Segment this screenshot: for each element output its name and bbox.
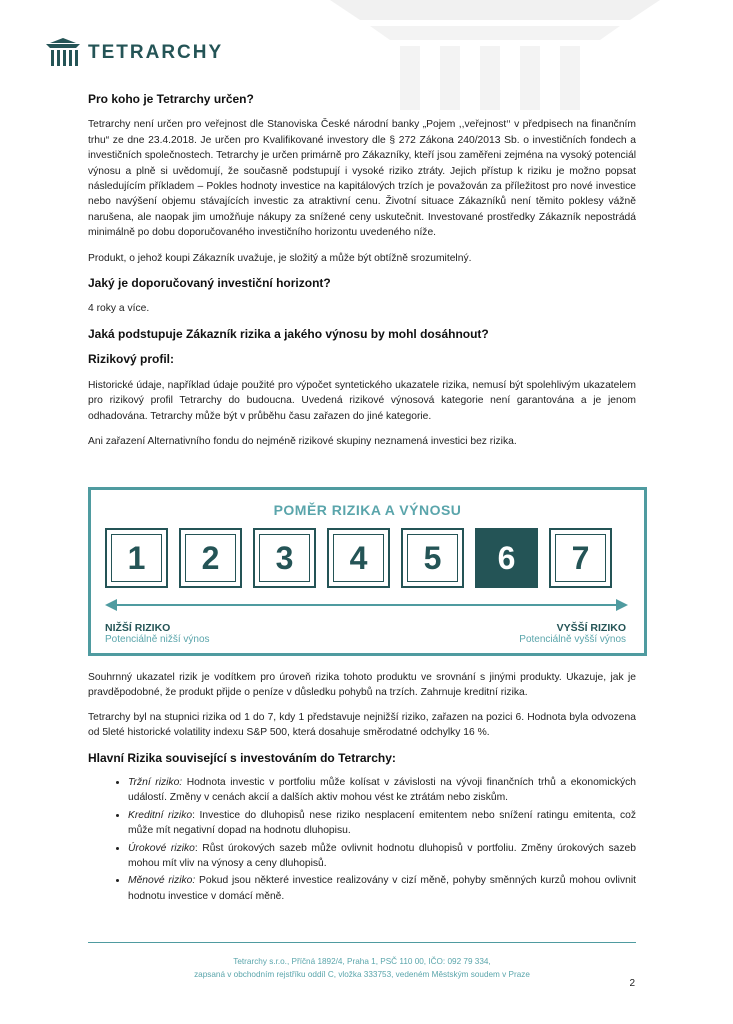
list-item: • Úrokové riziko: Růst úrokových sazeb může ovlivnit hodnotu dluhopisů v portfoliu. Změny úrokových sazeb mohou mít vliv na výnosy a ceny dluhopisů. — [128, 841, 636, 872]
list-item: • Kreditní riziko: Investice do dluhopisů nese riziko nesplacení emitentem nebo snížení ratingu emitenta, což může mít negativní dopad na hodnotu dluhopisu. — [128, 808, 636, 839]
risk-level-2: 2 — [179, 528, 242, 588]
risk-level-4: 4 — [327, 528, 390, 588]
risk-level-3: 3 — [253, 528, 316, 588]
risk-level-7: 7 — [549, 528, 612, 588]
logo — [46, 38, 223, 68]
risk-reward-scale — [88, 487, 647, 656]
risk-level-cells — [105, 528, 612, 588]
paragraph: Historické údaje, například údaje použité pro výpočet syntetického ukazatele rizika, nemusí být spolehlivým ukazatelem pro rizikový profil Tetrarchy do budoucna. Uvedená rizikové výnosová kategorie není garantována a je jenom odhadována. Tetrarchy může být v průběhu času zařazen do jiné kategorie. — [88, 379, 636, 422]
list-item: • Měnové riziko: Pokud jsou některé investice realizovány v cizí měně, pohyby směnných kurzů mohou ovlivnit hodnotu investice v domácí měně. — [128, 873, 636, 904]
paragraph: Ani zařazení Alternativního fondu do nejméně rizikové skupiny neznamená investici bez rizika. — [88, 435, 517, 447]
temple-icon — [46, 38, 80, 68]
risk-level-6: 6 — [475, 528, 538, 588]
high-risk-label: VYŠŠÍ RIZIKO Potenciálně vyšší výnos — [519, 622, 626, 645]
paragraph: 4 roky a více. — [88, 303, 150, 315]
section-heading: Jaká podstupuje Zákazník rizika a jakého výnosu by mohl dosáhnout? — [88, 326, 489, 341]
list-item: • Tržní riziko: Hodnota investic v portfoliu může kolísat v závislosti na vývoji finančních trhů a ekonomických událostí. Změny v cenách akcií a dalších aktiv mohou vést ke ztrátám nebo ziskům. — [128, 775, 636, 806]
risk-level-5: 5 — [401, 528, 464, 588]
section-heading: Hlavní Rizika související s investováním do Tetrarchy: — [88, 750, 396, 765]
paragraph: Tetrarchy není určen pro veřejnost dle Stanoviska České národní banky „Pojem ,,veřejnost‘‘ v předpisech na finančním trhu“ ze dne 23.4.2018. Je určen pro Kvalifikované investory dle § 272 Zákona 240/2013 Sb. o investičních fondech a investičních společnostech. Tetrarchy je určen primárně pro Zákazníky, kteří jsou zaměřeni zejména na vysoký potenciál výnosu a plně si uvědomují, že současně podstupují i vysoké riziko ztráty. Jejich přístup k riziku je možno popsat následujícím příkladem – Pokles hodnoty investice na kapitálových trzích je považován za příležitost pro nové investice nebo navýšení objemu stávajících investic za atraktivní cenu. Životní situace Zákazníků není těmito poklesy vážně narušena, ale naopak jim umožňuje nákupy za snížené ceny uskutečnit. Investované prostředky Zákazník nepostrádá minimálně po dobu doporučovaného investičního horizontu uvedeného níže. — [88, 119, 636, 239]
section-heading: Rizikový profil: — [88, 352, 175, 367]
double-arrow-icon — [105, 598, 628, 612]
risk-scale-title: POMĚR RIZIKA A VÝNOSU — [273, 502, 462, 518]
section-heading: Jaký je doporučovaný investiční horizont? — [88, 276, 331, 291]
risk-list — [88, 775, 636, 904]
paragraph: Tetrarchy byl na stupnici rizika od 1 do 7, kdy 1 představuje nejnižší riziko, zařazen na pozici 6. Hodnota byla odvozena od 5leté historické volatility indexu S&P 500, která dosahuje směrodatné odchylky 16 %. — [88, 711, 636, 739]
footer-divider — [88, 942, 636, 943]
paragraph: Souhrnný ukazatel rizik je vodítkem pro úroveň rizika tohoto produktu ve srovnání s jinými produkty. Ukazuje, jak je pravděpodobné, že produkt přijde o peníze v důsledku pohybů na trzích. Zahrnuje kreditní rizika. — [88, 672, 636, 699]
low-risk-label: NIŽŠÍ RIZIKO Potenciálně nižší výnos — [105, 622, 210, 645]
paragraph: Produkt, o jehož koupi Zákazník uvažuje, je složitý a může být obtížně srozumitelný. — [88, 252, 472, 264]
logo-text: TETRARCHY — [88, 42, 224, 63]
page-number: 2 — [629, 978, 635, 989]
section-heading: Pro koho je Tetrarchy určen? — [88, 92, 254, 106]
footer: Tetrarchy s.r.o., Příčná 1892/4, Praha 1, PSČ 110 00, IČO: 092 79 334, zapsaná v obchodním rejstříku oddíl C, vložka 333753, vedeném Městským soudem v Praze — [194, 957, 530, 979]
risk-level-1: 1 — [105, 528, 168, 588]
document-body — [88, 92, 636, 449]
document-body-continued — [88, 670, 636, 906]
